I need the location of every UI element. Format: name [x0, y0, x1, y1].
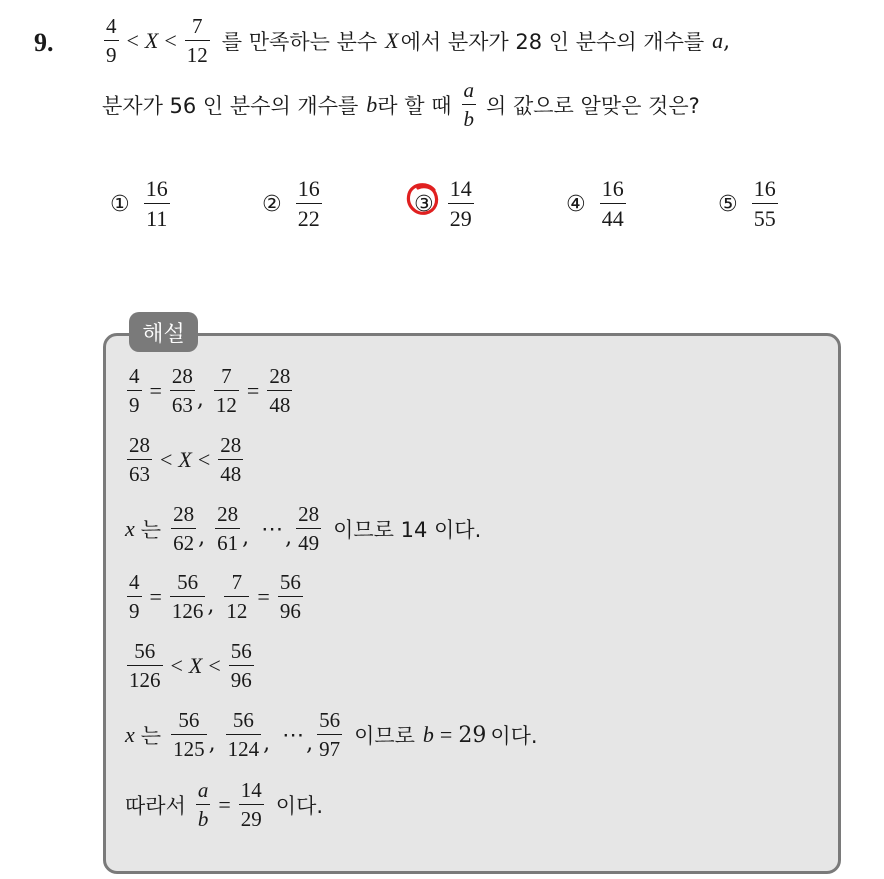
- solution-line-4: $\frac{4}{9}$ = $\frac{56}{126}$ , $\frac{7}{12}$ = $\frac{56}{96}$: [129, 570, 301, 623]
- question-line-2: 분자가 56 인 분수의 개수를 b 라 할 때 $\frac{a}{b}$ 의 값으로 알맞은 것은?: [102, 78, 700, 131]
- choice-3[interactable]: ③ $\frac{14}{29}$: [414, 178, 476, 230]
- fraction-lower-bound: $\frac{4}{9}$: [106, 14, 117, 67]
- choice-marker: ③: [414, 192, 434, 217]
- variable-x: X: [144, 28, 159, 53]
- solution-line-3: x 는 $\frac{28}{62}$ , $\frac{28}{61}$ , ⋯ , $\frac{28}{49}$ 이므로 14 이다.: [125, 502, 482, 555]
- solution-line-1: $\frac{4}{9}$ = $\frac{28}{63}$ , $\frac{7}{12}$ = $\frac{28}{48}$: [129, 364, 291, 417]
- solution-line-7: 따라서 $\frac{a}{b}$ = $\frac{14}{29}$ 이다.: [125, 778, 324, 831]
- solution-line-5: $\frac{56}{126}$ < X < $\frac{56}{96}$: [129, 639, 252, 692]
- choice-marker: ⑤: [718, 191, 738, 217]
- solution-line-2: $\frac{28}{63}$ < X < $\frac{28}{48}$: [129, 433, 242, 486]
- solution-line-6: x 는 $\frac{56}{125}$ , $\frac{56}{124}$ , ⋯ , $\frac{56}{97}$ 이므로 b = 29 이다.: [125, 708, 538, 761]
- fraction-a-over-b: $\frac{a}{b}$: [463, 78, 475, 131]
- solution-label: 해설: [129, 312, 198, 352]
- choice-marker: ①: [110, 191, 130, 217]
- choice-marker: ②: [262, 191, 282, 217]
- choice-marker: ④: [566, 191, 586, 217]
- choice-4[interactable]: ④ $\frac{16}{44}$: [566, 176, 624, 231]
- choice-5[interactable]: ⑤ $\frac{16}{55}$: [718, 176, 776, 231]
- fraction-upper-bound: $\frac{7}{12}$: [186, 14, 208, 67]
- question-line-1: $\frac{4}{9}$ < X < $\frac{7}{12}$ 를 만족하는 분수 X 에서 분자가 28 인 분수의 개수를 a ,: [106, 14, 731, 67]
- choice-1[interactable]: ① $\frac{16}{11}$: [110, 176, 168, 231]
- choice-2[interactable]: ② $\frac{16}{22}$: [262, 176, 320, 231]
- question-number: 9.: [34, 28, 54, 57]
